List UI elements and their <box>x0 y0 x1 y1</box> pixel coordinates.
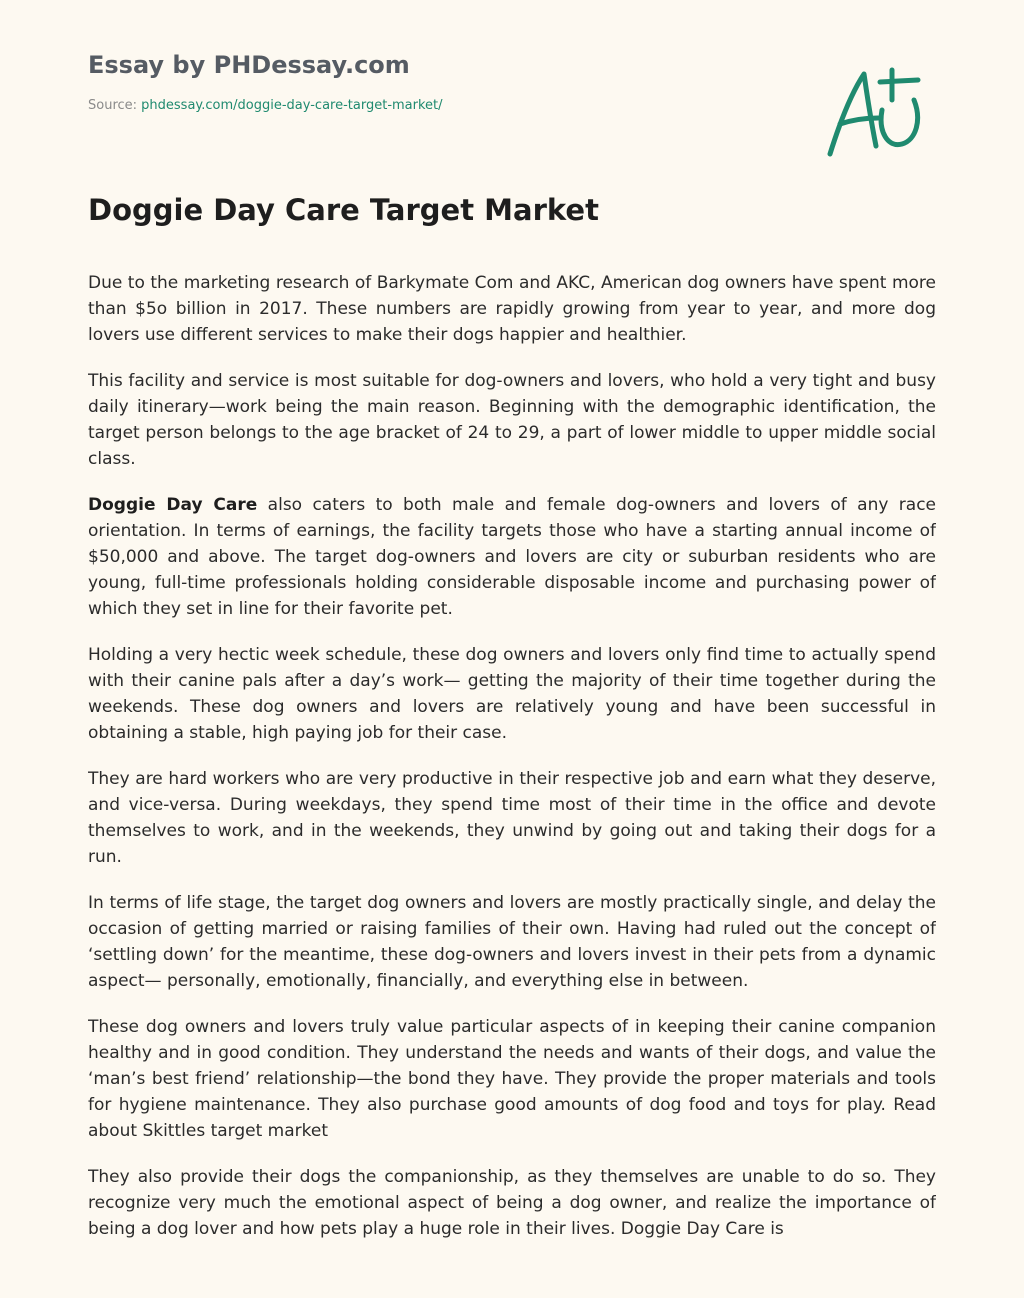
source-line <box>88 98 788 113</box>
essay-title: Doggie Day Care Target Market <box>88 193 599 227</box>
paragraph-8: They also provide their dogs the companionship, as they themselves are unable to do so. They recognize very much the emotional aspect of being a dog owner, and realize the importance of being a dog lover and how pets play a huge role in their lives. Doggie Day Care is <box>88 1167 936 1239</box>
source-label: Source: <box>88 98 142 113</box>
site-header <box>88 48 788 113</box>
paragraph-1: Due to the marketing research of Barkymate Com and AKC, American dog owners have spent more than $5o billion in 2017. These numbers are rapidly growing from year to year, and more dog lovers use different services to make their dogs happier and healthier. <box>88 273 936 345</box>
a-plus-grade-icon <box>818 62 930 162</box>
paragraph-2: This facility and service is most suitable for dog-owners and lovers, who hold a very tight and busy daily itinerary—work being the main reason. Beginning with the demographic identification, the target person belongs to the age bracket of 24 to 29, a part of lower middle to upper middle social class. <box>88 371 936 469</box>
paragraph-5: They are hard workers who are very productive in their respective job and earn what they deserve, and vice-versa. During weekdays, they spend time most of their time in the office and devote themselves to work, and in the weekends, they unwind by going out and taking their dogs for a run. <box>88 769 936 867</box>
paragraph-4: Holding a very hectic week schedule, these dog owners and lovers only find time to actually spend with their canine pals after a day’s work— getting the majority of their time together during the weekends. These dog owners and lovers are relatively young and have been successful in obtaining a stable, high paying job for their case. <box>88 645 936 743</box>
site-brand: Essay by PHDessay.com <box>88 51 410 79</box>
source-link[interactable]: phdessay.com/doggie-day-care-target-market/ <box>141 98 443 113</box>
paragraph-3 <box>88 492 936 622</box>
paragraph-3-text: also caters to both male and female dog-owners and lovers of any race orientation. In terms of earnings, the facility targets those who have a starting annual income of $50,000 and above. The target dog-owners and lovers are city or suburban residents who are young, full-time professionals holding considerable disposable income and purchasing power of which they set in line for their favorite pet. <box>88 495 936 619</box>
paragraph-7: These dog owners and lovers truly value particular aspects of in keeping their canine companion healthy and in good condition. They understand the needs and wants of their dogs, and value the ‘man’s best friend’ relationship—the bond they have. They provide the proper materials and tools for hygiene maintenance. They also purchase good amounts of dog food and toys for play. Read about Skittles target market <box>88 1017 936 1141</box>
essay-body <box>88 270 936 1250</box>
paragraph-6: In terms of life stage, the target dog owners and lovers are mostly practically single, and delay the occasion of getting married or raising families of their own. Having had ruled out the concept of ‘settling down’ for the meantime, these dog-owners and lovers invest in their pets from a dynamic aspect— personally, emotionally, financially, and everything else in between. <box>88 893 936 991</box>
paragraph-3-bold: Doggie Day Care <box>88 495 258 515</box>
